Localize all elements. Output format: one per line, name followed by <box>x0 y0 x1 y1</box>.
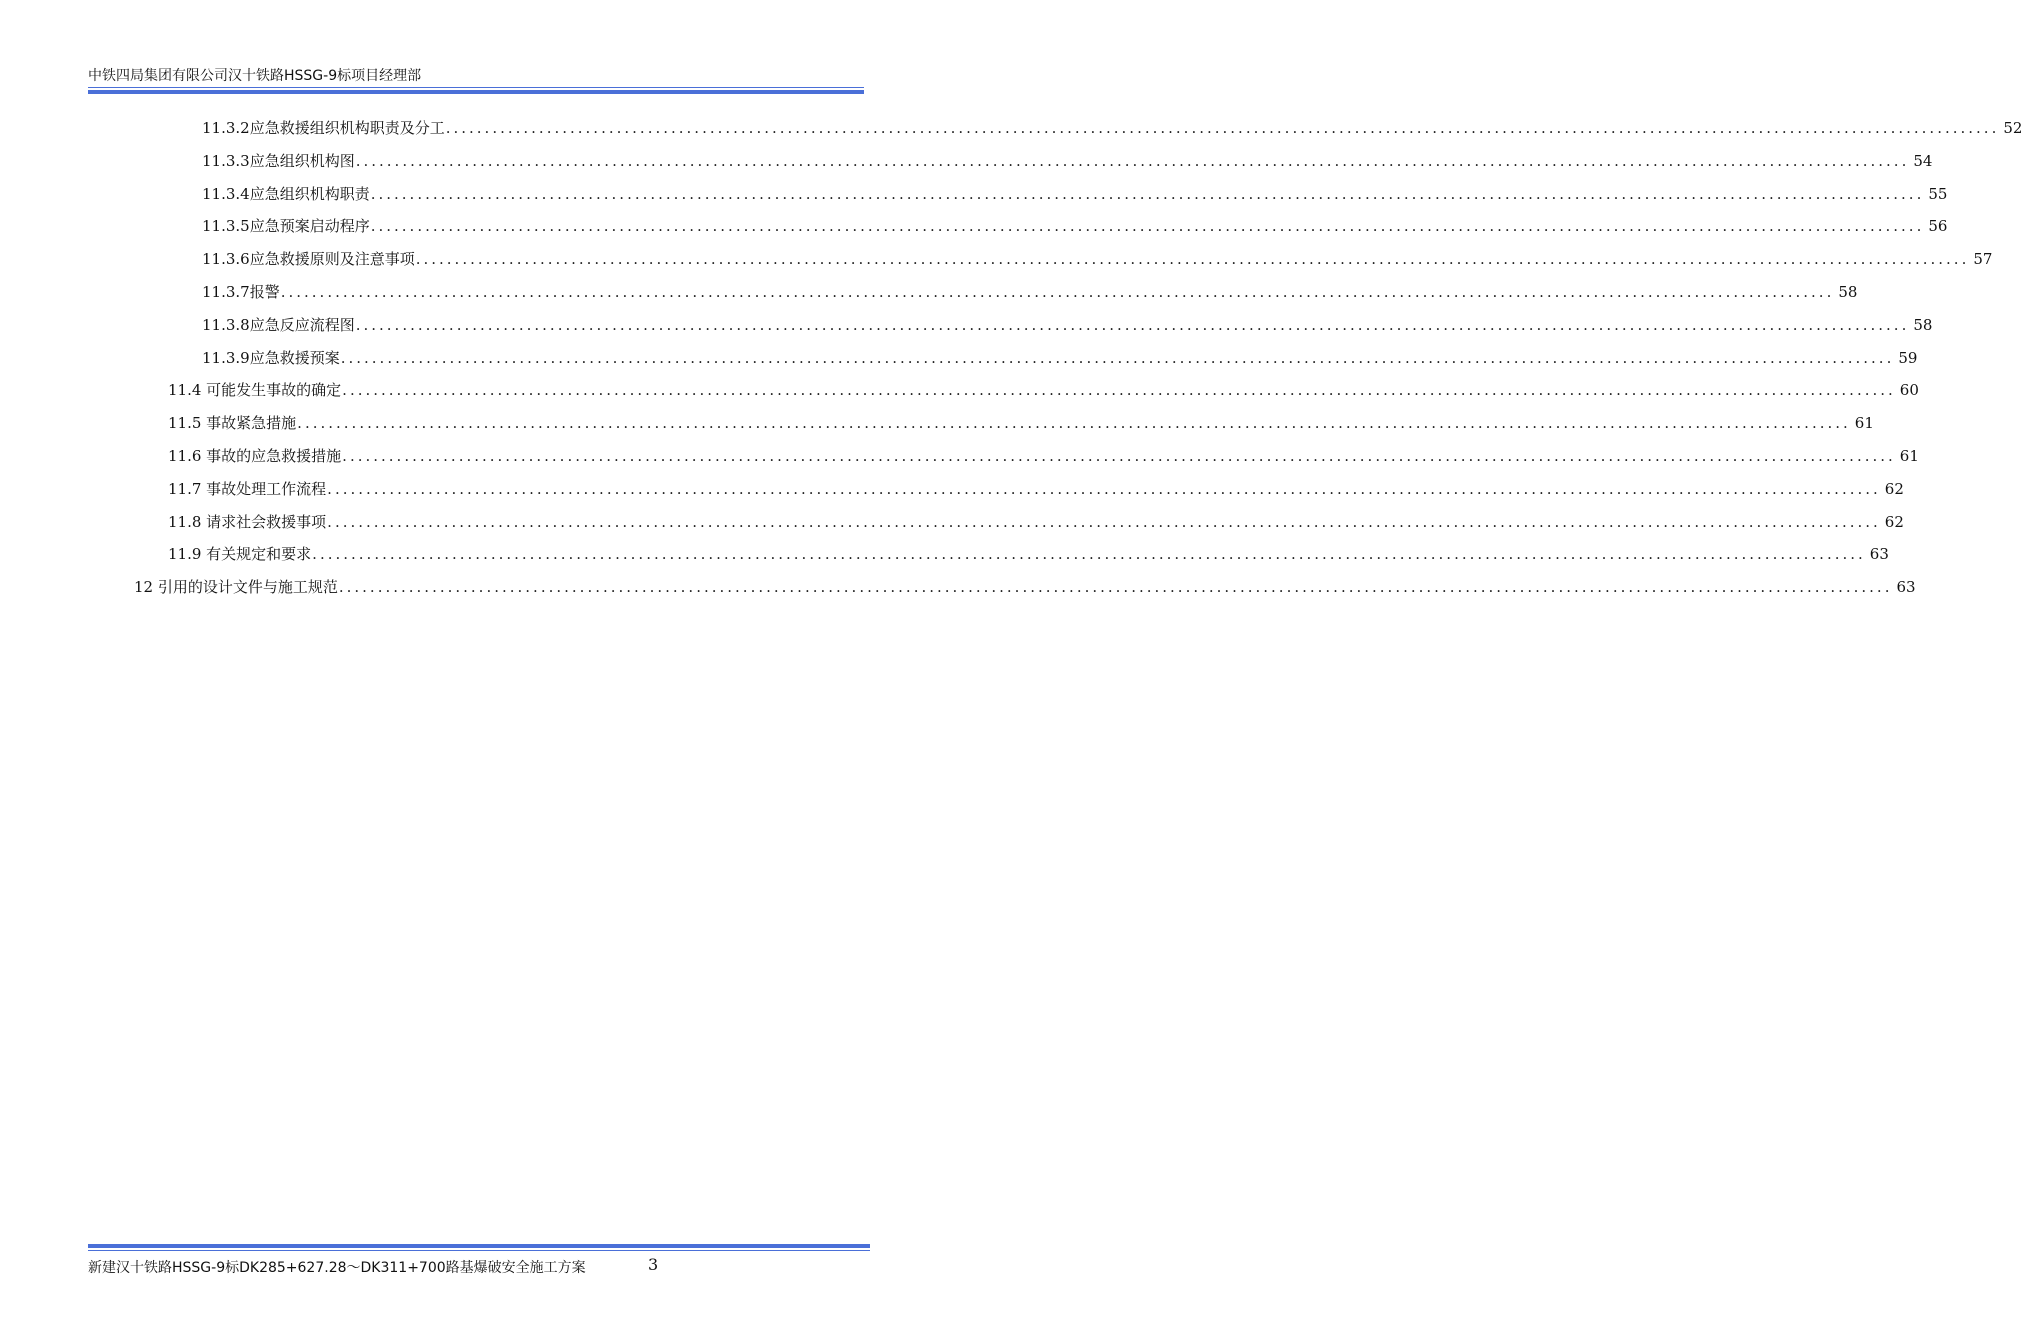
toc-entry[interactable] <box>168 411 1874 435</box>
toc-entry[interactable] <box>202 280 1858 304</box>
toc-entry[interactable] <box>168 542 1889 566</box>
toc-entry[interactable] <box>202 116 2022 140</box>
header-rule-thick <box>88 90 864 94</box>
toc-leader-dots: ........................................................................................................................................................................................................ <box>355 316 1910 334</box>
toc-entry-page: 54 <box>1913 152 1933 170</box>
toc-entry-label: 12 引用的设计文件与施工规范 <box>134 578 338 596</box>
toc-leader-dots: ........................................................................................................................................................................................................ <box>297 414 1851 432</box>
toc-leader-dots: ........................................................................................................................................................................................................ <box>280 283 1835 301</box>
toc-entry-page: 52 <box>2003 119 2022 137</box>
toc-entry-page: 55 <box>1928 185 1948 203</box>
toc-leader-dots: ........................................................................................................................................................................................................ <box>342 381 1896 399</box>
toc-entry-label: 11.8 请求社会救援事项 <box>168 513 327 531</box>
toc-entry[interactable] <box>202 149 1933 173</box>
footer-rule-thick <box>88 1244 870 1248</box>
toc-leader-dots: ........................................................................................................................................................................................................ <box>342 447 1896 465</box>
toc-entry[interactable] <box>202 346 1918 370</box>
toc-leader-dots: ........................................................................................................................................................................................................ <box>370 217 1925 235</box>
toc-entry[interactable] <box>168 510 1904 534</box>
toc-entry-label: 11.3.9应急救援预案 <box>202 349 340 367</box>
toc-leader-dots: ........................................................................................................................................................................................................ <box>327 480 1881 498</box>
toc-entry-label: 11.3.4应急组织机构职责 <box>202 185 370 203</box>
toc-entry-page: 56 <box>1928 217 1948 235</box>
toc-entry[interactable] <box>202 214 1948 238</box>
toc-leader-dots: ........................................................................................................................................................................................................ <box>370 185 1925 203</box>
toc-entry-label: 11.5 事故紧急措施 <box>168 414 297 432</box>
toc-entry-page: 63 <box>1896 578 1916 596</box>
toc-leader-dots: ........................................................................................................................................................................................................ <box>415 250 1970 268</box>
page-header <box>88 66 864 96</box>
header-title: 中铁四局集团有限公司汉十铁路HSSG-9标项目经理部 <box>88 68 422 84</box>
toc-entry-label: 11.3.2应急救援组织机构职责及分工 <box>202 119 445 137</box>
toc-entry-label: 11.3.3应急组织机构图 <box>202 152 355 170</box>
toc-leader-dots: ........................................................................................................................................................................................................ <box>327 513 1881 531</box>
toc-entry[interactable] <box>168 444 1919 468</box>
toc-entry[interactable] <box>202 182 1948 206</box>
toc-entry-page: 59 <box>1898 349 1918 367</box>
toc-entry-page: 58 <box>1838 283 1858 301</box>
toc-entry-label: 11.3.7报警 <box>202 283 280 301</box>
toc-entry-label: 11.9 有关规定和要求 <box>168 545 312 563</box>
toc-leader-dots: ........................................................................................................................................................................................................ <box>355 152 1910 170</box>
toc-leader-dots: ........................................................................................................................................................................................................ <box>340 349 1895 367</box>
toc-entry-label: 11.3.8应急反应流程图 <box>202 316 355 334</box>
header-rule-thin <box>88 87 864 88</box>
toc-entry-page: 60 <box>1899 381 1919 399</box>
page-footer <box>88 1244 870 1284</box>
toc-entry-label: 11.7 事故处理工作流程 <box>168 480 327 498</box>
toc-leader-dots: ........................................................................................................................................................................................................ <box>312 545 1866 563</box>
toc-entry-label: 11.3.6应急救援原则及注意事项 <box>202 250 415 268</box>
toc-entry-page: 62 <box>1884 513 1904 531</box>
toc-entry[interactable] <box>134 575 1916 599</box>
toc-entry[interactable] <box>168 477 1904 501</box>
toc-entry[interactable] <box>202 247 1993 271</box>
toc-entry-label: 11.6 事故的应急救援措施 <box>168 447 342 465</box>
toc-leader-dots: ........................................................................................................................................................................................................ <box>338 578 1893 596</box>
toc-entry-page: 63 <box>1869 545 1889 563</box>
toc-entry[interactable] <box>202 313 1933 337</box>
footer-rule-thin <box>88 1250 870 1251</box>
footer-page-number: 3 <box>648 1255 659 1274</box>
toc-entry-page: 58 <box>1913 316 1933 334</box>
toc-leader-dots: ........................................................................................................................................................................................................ <box>445 119 2000 137</box>
toc-entry-page: 62 <box>1884 480 1904 498</box>
toc-entry-label: 11.3.5应急预案启动程序 <box>202 217 370 235</box>
toc-entry[interactable] <box>168 378 1919 402</box>
footer-title: 新建汉十铁路HSSG-9标DK285+627.28～DK311+700路基爆破安全施工方案 <box>88 1260 586 1276</box>
toc-entry-page: 61 <box>1899 447 1919 465</box>
toc-entry-label: 11.4 可能发生事故的确定 <box>168 381 342 399</box>
toc-entry-page: 61 <box>1854 414 1874 432</box>
toc-entry-page: 57 <box>1973 250 1993 268</box>
